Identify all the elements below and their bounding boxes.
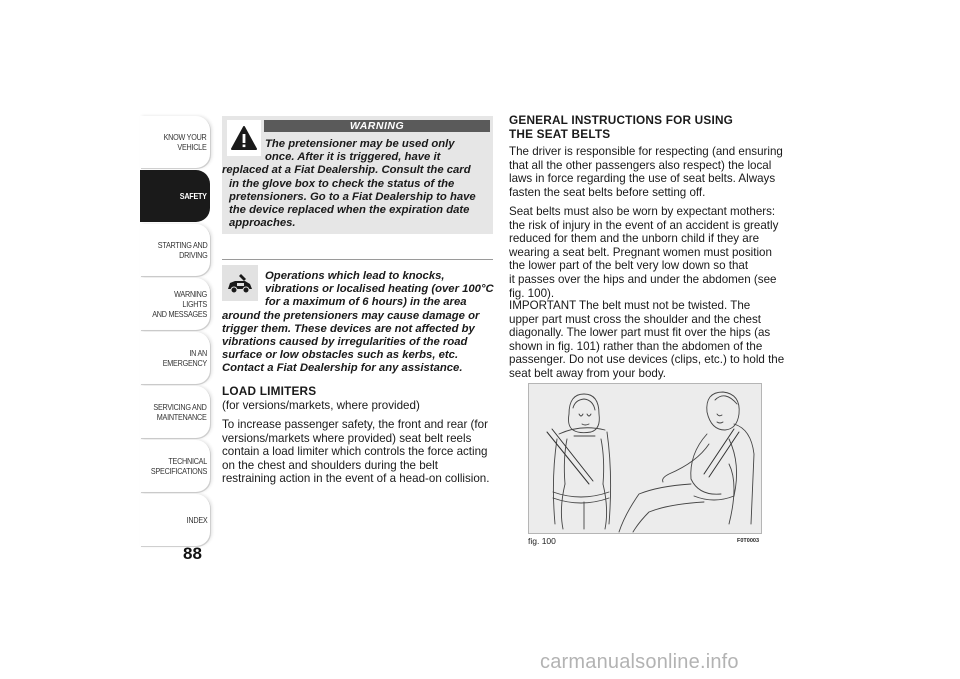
warning-box [222, 116, 493, 234]
text-line: that all the other passengers also respect) the local [509, 158, 772, 172]
text-line: restraining action in the event of a head-on collision. [222, 472, 490, 486]
text-line: around the pretensioners may cause damage or [222, 309, 480, 322]
text-line: laws in force regarding the use of seat belts. Always [509, 172, 776, 186]
text-line: versions/markets where provided) seat belt reels [222, 431, 472, 445]
tab-label: SAFETY [180, 191, 207, 201]
heading-line: THE SEAT BELTS [509, 126, 611, 141]
tab-safety[interactable] [140, 170, 210, 222]
text-line: Seat belts must also be worn by expectant mothers: [509, 205, 776, 218]
tab-label: TECHNICAL SPECIFICATIONS [150, 456, 207, 476]
text-line: surface or low obstacles such as kerbs, etc. [222, 349, 459, 362]
text-line: reduced for them and the unborn child if they are [509, 232, 760, 246]
text-line: on the chest and shoulders during the belt [222, 458, 438, 472]
text-line: contain a load limiter which controls the force acting [222, 445, 488, 459]
info-note-text [222, 270, 493, 376]
tab-servicing[interactable] [140, 386, 210, 438]
general-paragraph-3 [509, 299, 789, 381]
load-limiters-paragraph [222, 418, 497, 486]
text-line: upper part must cross the shoulder and the chest [509, 312, 761, 326]
text-line: the lower part of the belt very low down so that [509, 259, 749, 273]
text-line: The pretensioner may be used only [265, 138, 455, 150]
tab-label: KNOW YOUR VEHICLE [164, 132, 207, 152]
text-line: IMPORTANT The belt must not be twisted. The [509, 299, 751, 312]
text-line: To increase passenger safety, the front and rear (for [222, 418, 488, 431]
tab-label: INDEX [186, 515, 207, 525]
figure-code: F0T0003 [737, 538, 760, 544]
text-line: seat belt away from your body. [509, 366, 667, 380]
tab-warning-lights[interactable] [140, 278, 210, 330]
text-line: diagonally. The lower part must fit over the hips (as [509, 326, 771, 340]
warning-text [222, 138, 490, 230]
text-line: for a maximum of 6 hours) in the area [265, 296, 467, 309]
text-line: trigger them. These devices are not affected by [222, 322, 475, 335]
tab-know-your-vehicle[interactable] [140, 116, 210, 168]
text-line: the device replaced when the expiration date [229, 204, 470, 217]
text-line: fig. 100). [509, 286, 555, 300]
page-number: 88 [183, 544, 202, 563]
tab-label: STARTING AND DRIVING [157, 240, 207, 260]
text-line: the risk of injury in the event of an accident is greatly [509, 218, 779, 232]
figure-caption: fig. 100 [528, 536, 556, 546]
text-line: approaches. [229, 217, 296, 230]
text-line: wearing a seat belt. Pregnant women must position [509, 245, 772, 259]
text-line: vibrations or localised heating (over 100°C [265, 283, 494, 296]
divider [222, 259, 493, 260]
tab-label: IN AN EMERGENCY [162, 348, 207, 368]
text-line: vibrations caused by irregularities of the road [222, 336, 468, 349]
text-line: replaced at a Fiat Dealership. Consult the card [222, 164, 471, 177]
text-line: fasten the seat belts before setting off. [509, 185, 706, 199]
seat-belt-illustration [528, 383, 762, 534]
tab-label: SERVICING AND MAINTENANCE [153, 402, 207, 422]
load-limiters-subheading: (for versions/markets, where provided) [222, 399, 420, 412]
tab-technical-specifications[interactable] [140, 440, 210, 492]
text-line: in the glove box to check the status of the [229, 177, 455, 190]
heading-line: GENERAL INSTRUCTIONS FOR USING [509, 113, 734, 127]
text-line: shown in fig. 101) rather than the abdomen of the [509, 339, 763, 353]
general-paragraph-1 [509, 145, 789, 199]
text-line: The driver is responsible for respecting (and ensuring [509, 145, 783, 158]
general-paragraph-2 [509, 205, 789, 300]
text-line: Contact a Fiat Dealership for any assistance. [222, 362, 463, 375]
tab-label: WARNING LIGHTS AND MESSAGES [152, 289, 207, 319]
text-line: pretensioners. Go to a Fiat Dealership to have [229, 190, 476, 203]
watermark-text: carmanualsonline.info [540, 651, 739, 673]
text-line: passenger. Do not use devices (clips, etc.) to hold the [509, 353, 785, 367]
text-line: Operations which lead to knocks, [265, 270, 445, 282]
tab-starting-and-driving[interactable] [140, 224, 210, 276]
text-line: it passes over the hips and under the abdomen (see [509, 272, 777, 286]
text-line: once. After it is triggered, have it [265, 151, 441, 164]
general-instructions-heading [509, 114, 784, 141]
warning-header: WARNING [264, 120, 490, 132]
tab-in-an-emergency[interactable] [140, 332, 210, 384]
load-limiters-heading: LOAD LIMITERS [222, 384, 317, 398]
tab-index[interactable] [140, 494, 210, 546]
